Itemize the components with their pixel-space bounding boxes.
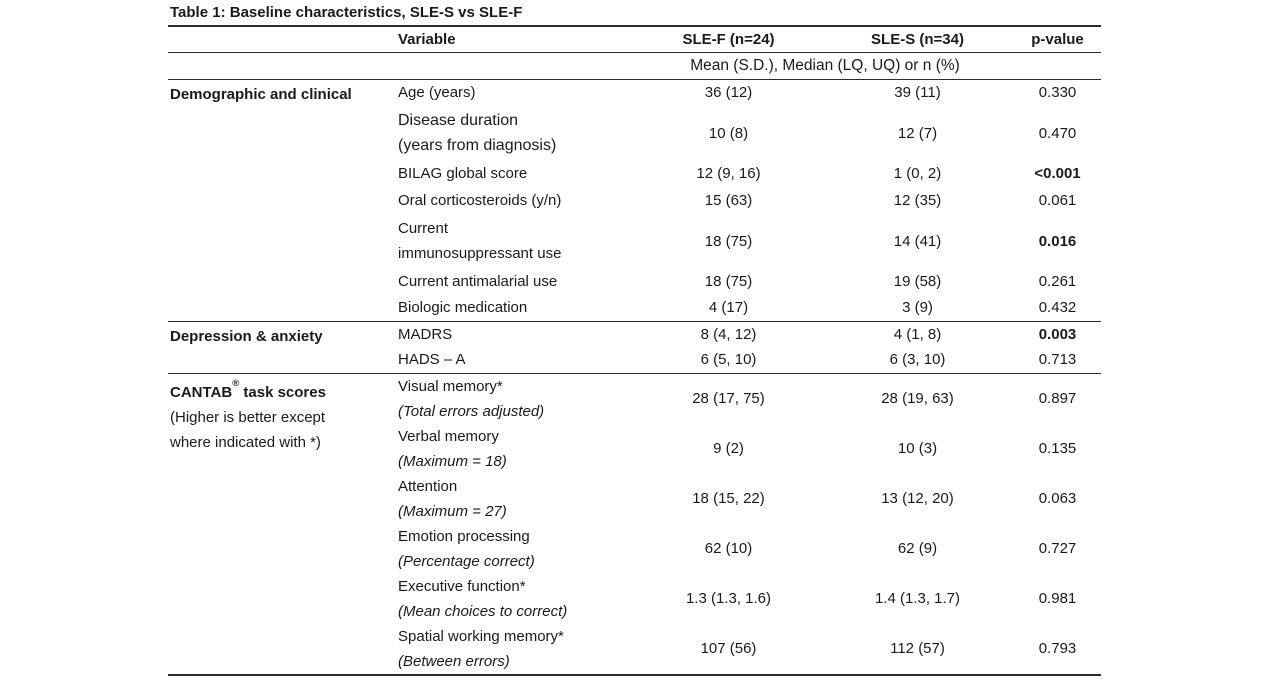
cell-pvalue: 0.261 [1038,272,1077,290]
cell-slef-value: 18 (75) [704,272,753,290]
cell-sles-value: 62 (9) [897,540,938,557]
header-row [168,26,1101,52]
cell-pvalue-significant: 0.016 [1038,232,1077,250]
cell-sles-value: 13 (12, 20) [881,490,954,507]
col-header-category [168,26,393,52]
cell-variable: Executive function* (Mean choices to correct) [398,577,568,620]
col-header-slef: SLE-F (n=24) [636,26,821,52]
cell-slef-value: 15 (63) [704,192,753,209]
section-category-cantab [168,373,393,675]
table-title: Table 1: Baseline characteristics, SLE-S vs SLE-F [170,4,523,21]
cell-variable: Current immunosuppressant use [398,220,562,262]
cell-pvalue-significant: 0.003 [1014,321,1101,347]
cell-slef-value: 36 (12) [704,84,753,102]
cell-variable: BILAG global score [398,165,528,182]
cell-pvalue: 0.981 [1038,590,1077,607]
table-row [168,321,1101,347]
cell-slef-value: 6 (5, 10) [700,351,757,369]
cell-slef-value: 4 (17) [708,298,749,316]
cell-pvalue: 0.063 [1038,490,1077,507]
cell-variable: Attention (Maximum = 27) [398,477,507,520]
cell-slef-value: 10 (8) [708,124,749,142]
cell-pvalue: 0.793 [1038,640,1077,657]
cell-sles-value: 1 (0, 2) [893,165,942,182]
table-row [168,373,1101,424]
cell-variable: Age (years) [398,84,476,102]
cell-sles-value: 12 (7) [897,124,938,142]
cell-pvalue: 0.330 [1038,84,1077,102]
subheader-label: Mean (S.D.), Median (LQ, UQ) or n (%) [636,52,1014,79]
cantab-note: (Higher is better except where indicated with *) [170,408,326,451]
cell-pvalue-significant: <0.001 [1034,165,1081,182]
cell-sles-value: 6 (3, 10) [889,351,946,369]
cell-pvalue: 0.061 [1038,192,1077,209]
cell-slef-value: 107 (56) [700,640,757,657]
cell-slef-value: 62 (10) [704,540,753,557]
baseline-characteristics-table [168,25,1101,676]
section-category-depression: Depression & anxiety [168,321,393,373]
cell-variable: Biologic medication [398,298,528,316]
cell-slef-value: 18 (75) [704,232,753,250]
cell-pvalue: 0.727 [1038,540,1077,557]
cell-variable: Verbal memory (Maximum = 18) [398,427,507,470]
cell-sles-value: 10 (3) [897,440,938,457]
cell-slef-value: 28 (17, 75) [636,373,821,424]
cell-sles-value: 4 (1, 8) [821,321,1014,347]
cell-slef-value: 1.3 (1.3, 1.6) [685,590,772,607]
cantab-heading: CANTAB® task scores [170,377,326,401]
cell-slef-value: 18 (15, 22) [692,490,765,507]
cell-variable: Current antimalarial use [398,272,558,290]
cell-sles-value: 14 (41) [893,232,942,250]
cell-sles-value: 3 (9) [902,298,933,316]
cell-variable: Oral corticosteroids (y/n) [398,192,562,209]
cell-sles-value: 19 (58) [893,272,942,290]
cell-slef-value: 9 (2) [713,440,744,457]
cell-slef-value: 8 (4, 12) [636,321,821,347]
col-header-variable: Variable [393,26,636,52]
table-row [168,79,1101,106]
cell-slef-value: 12 (9, 16) [696,165,761,182]
cell-variable: Spatial working memory* (Between errors) [398,627,564,670]
cell-sles-value: 112 (57) [890,640,945,657]
cell-sles-value: 39 (11) [894,84,941,102]
cell-pvalue: 0.470 [1038,124,1077,142]
cell-pvalue: 0.713 [1038,351,1077,369]
col-header-pvalue: p-value [1014,26,1101,52]
cell-variable: Emotion processing (Percentage correct) [398,527,535,570]
cell-variable: MADRS [393,321,636,347]
cell-pvalue: 0.897 [1014,373,1101,424]
section-category-demographic: Demographic and clinical [170,85,352,103]
cell-variable: Disease duration (years from diagnosis) [398,112,557,154]
cell-sles-value: 28 (19, 63) [821,373,1014,424]
cell-pvalue: 0.135 [1038,440,1077,457]
registered-trademark-symbol: ® [232,377,240,389]
cell-variable: Visual memory* (Total errors adjusted) [393,373,636,424]
cell-variable: HADS – A [398,351,466,369]
cell-sles-value: 12 (35) [893,192,942,209]
subheader-row [168,52,1101,79]
col-header-sles: SLE-S (n=34) [821,26,1014,52]
document-page [168,3,1101,676]
cell-pvalue: 0.432 [1038,298,1077,316]
cell-sles-value: 1.4 (1.3, 1.7) [874,590,961,607]
